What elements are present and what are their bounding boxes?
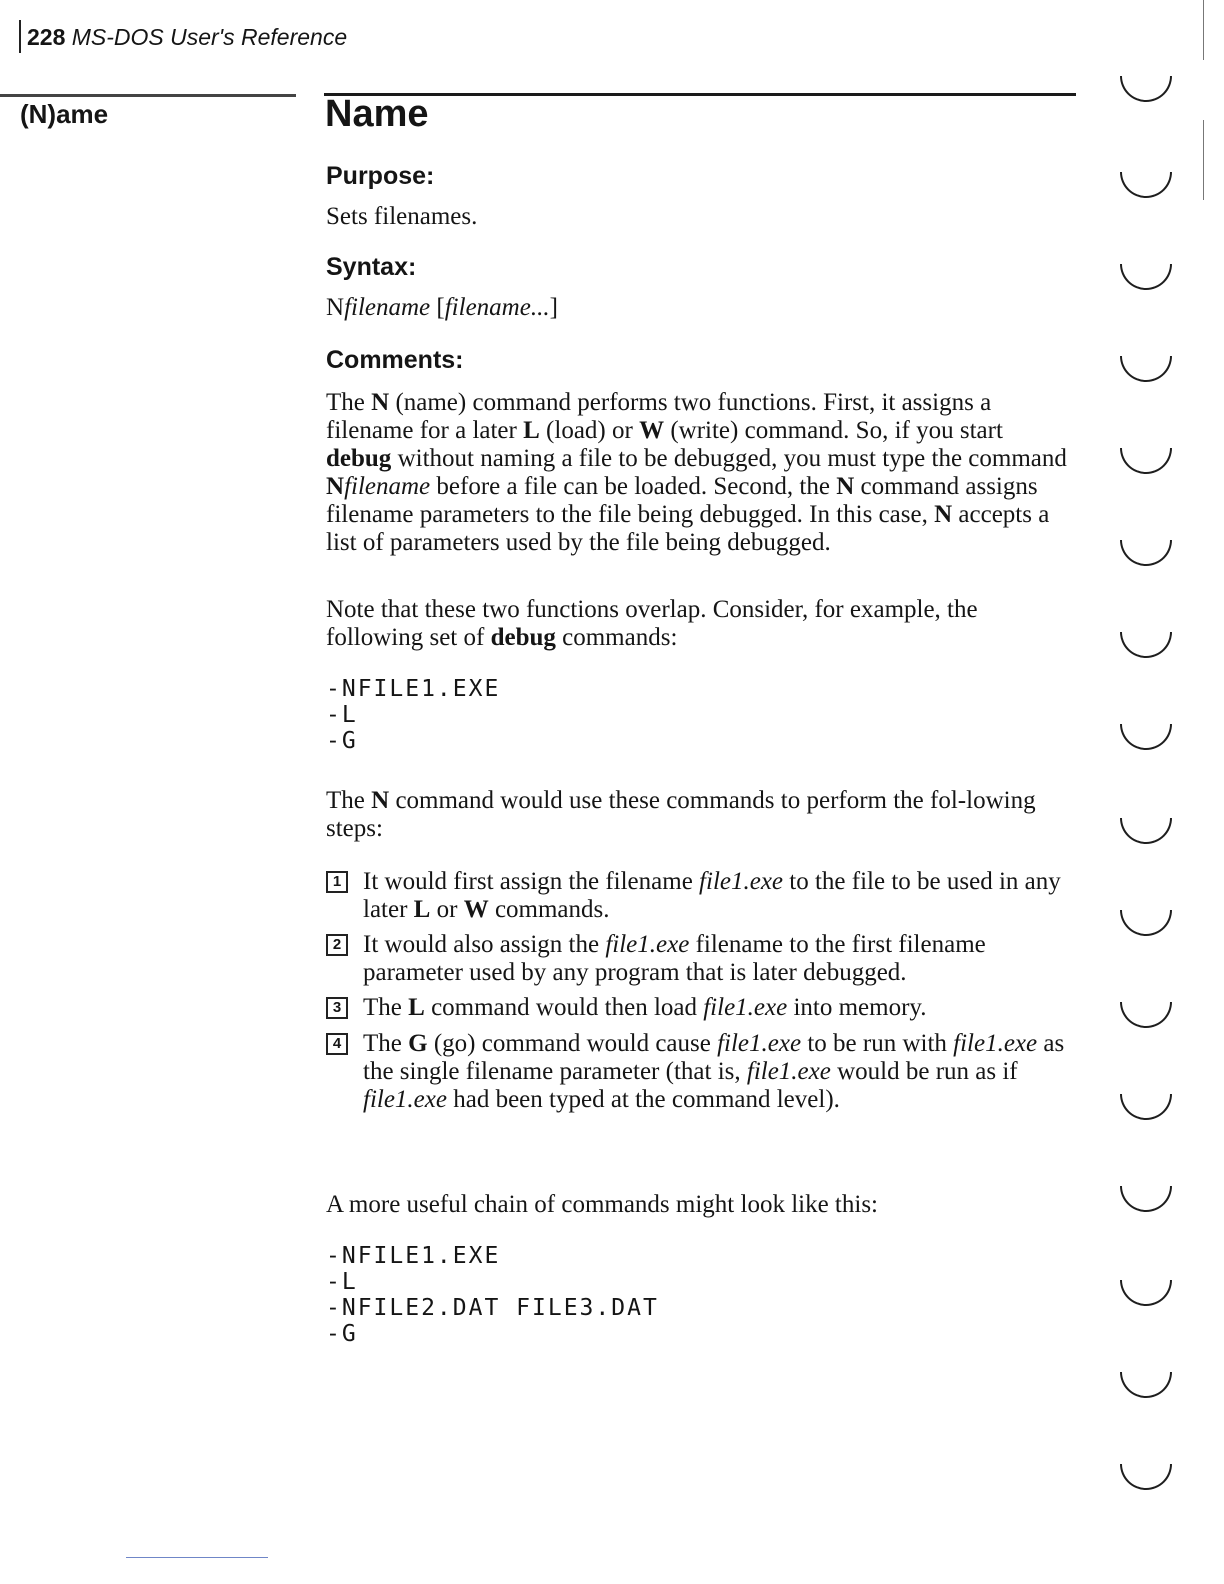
step-text: It would first assign the filename file1.exe to the file to be used in any later L or W commands. (363, 868, 1061, 923)
binder-ring-icon (1120, 632, 1172, 658)
binder-ring-icon (1120, 264, 1172, 290)
header-bar (19, 20, 21, 53)
binder-ring-icon (1120, 448, 1172, 474)
syntax-arg: filename (344, 294, 431, 321)
syntax-heading: Syntax: (326, 253, 417, 281)
syntax-open: [ (430, 294, 445, 321)
footer-line (126, 1557, 268, 1558)
code-line: -L (326, 702, 358, 728)
binder-ring-icon (1120, 1094, 1172, 1120)
syntax-cmd: N (326, 294, 345, 321)
step-text: The G (go) command would cause file1.exe to be run with file1.exe as the single filename parameter (that is, file1.exe would be run as if file1.exe had been typed at the command level). (363, 1030, 1065, 1113)
step-item (326, 868, 1071, 924)
syntax-optional: filename... (444, 294, 550, 321)
binder-ring-icon (1120, 540, 1172, 566)
code-line: -NFILE1.EXE (326, 1243, 501, 1269)
step-number-box: 2 (326, 934, 348, 956)
page-title: Name (325, 93, 429, 135)
step-item (326, 994, 1071, 1022)
code-line: -NFILE1.EXE (326, 676, 501, 702)
purpose-heading: Purpose: (326, 162, 435, 190)
binder-ring-icon (1120, 172, 1172, 198)
binder-ring-icon (1120, 76, 1172, 102)
book-title: MS-DOS User's Reference (71, 24, 348, 50)
syntax-line (326, 294, 1071, 322)
binder-ring-icon (1120, 724, 1172, 750)
step-text: It would also assign the file1.exe filename to the first filename parameter used by any program that is later debugged. (363, 931, 986, 986)
code-block-2 (326, 1243, 659, 1347)
code-line: -G (326, 1321, 358, 1347)
step-number-box: 3 (326, 997, 348, 1019)
binder-ring-icon (1120, 356, 1172, 382)
code-block-1 (326, 676, 500, 754)
page-edge-mark (1203, 0, 1204, 60)
step-number-box: 4 (326, 1033, 348, 1055)
syntax-close: ] (549, 294, 558, 321)
binder-ring-icon (1120, 1280, 1172, 1306)
binder-ring-icon (1120, 818, 1172, 844)
comments-paragraph-1: The N (name) command performs two functions. First, it assigns a filename for a later L (load) or W (write) command. So, if you start debug without naming a file to be debugged, you must type the command Nfilename before a file can be loaded. Second, the N command assigns filename parameters to the file being debugged. In this case, N accepts a list of parameters used by the file being debugged. (326, 389, 1067, 556)
page-edge-mark (1203, 120, 1204, 200)
step-text: The L command would then load file1.exe into memory. (363, 994, 927, 1021)
page-number: 228 (27, 24, 66, 50)
binder-ring-icon (1120, 910, 1172, 936)
comments-paragraph-3: The N command would use these commands to perform the fol-lowing steps: (326, 787, 1036, 842)
side-label: (N)ame (20, 99, 109, 129)
title-rule (324, 93, 1076, 96)
side-rule (0, 94, 296, 97)
running-head (27, 21, 347, 53)
comments-heading: Comments: (326, 346, 464, 374)
step-item (326, 931, 1071, 987)
comments-paragraph-2: Note that these two functions overlap. Consider, for example, the following set of debug commands: (326, 596, 978, 651)
code-line: -G (326, 728, 358, 754)
purpose-text: Sets filenames. (326, 203, 478, 230)
step-number-box: 1 (326, 871, 348, 893)
closing-paragraph: A more useful chain of commands might look like this: (326, 1191, 879, 1218)
binder-ring-icon (1120, 1464, 1172, 1490)
code-line: -L (326, 1269, 358, 1295)
step-item (326, 1030, 1071, 1114)
binder-ring-icon (1120, 1002, 1172, 1028)
code-line: -NFILE2.DAT FILE3.DAT (326, 1295, 659, 1321)
binder-ring-icon (1120, 1186, 1172, 1212)
binder-ring-icon (1120, 1372, 1172, 1398)
